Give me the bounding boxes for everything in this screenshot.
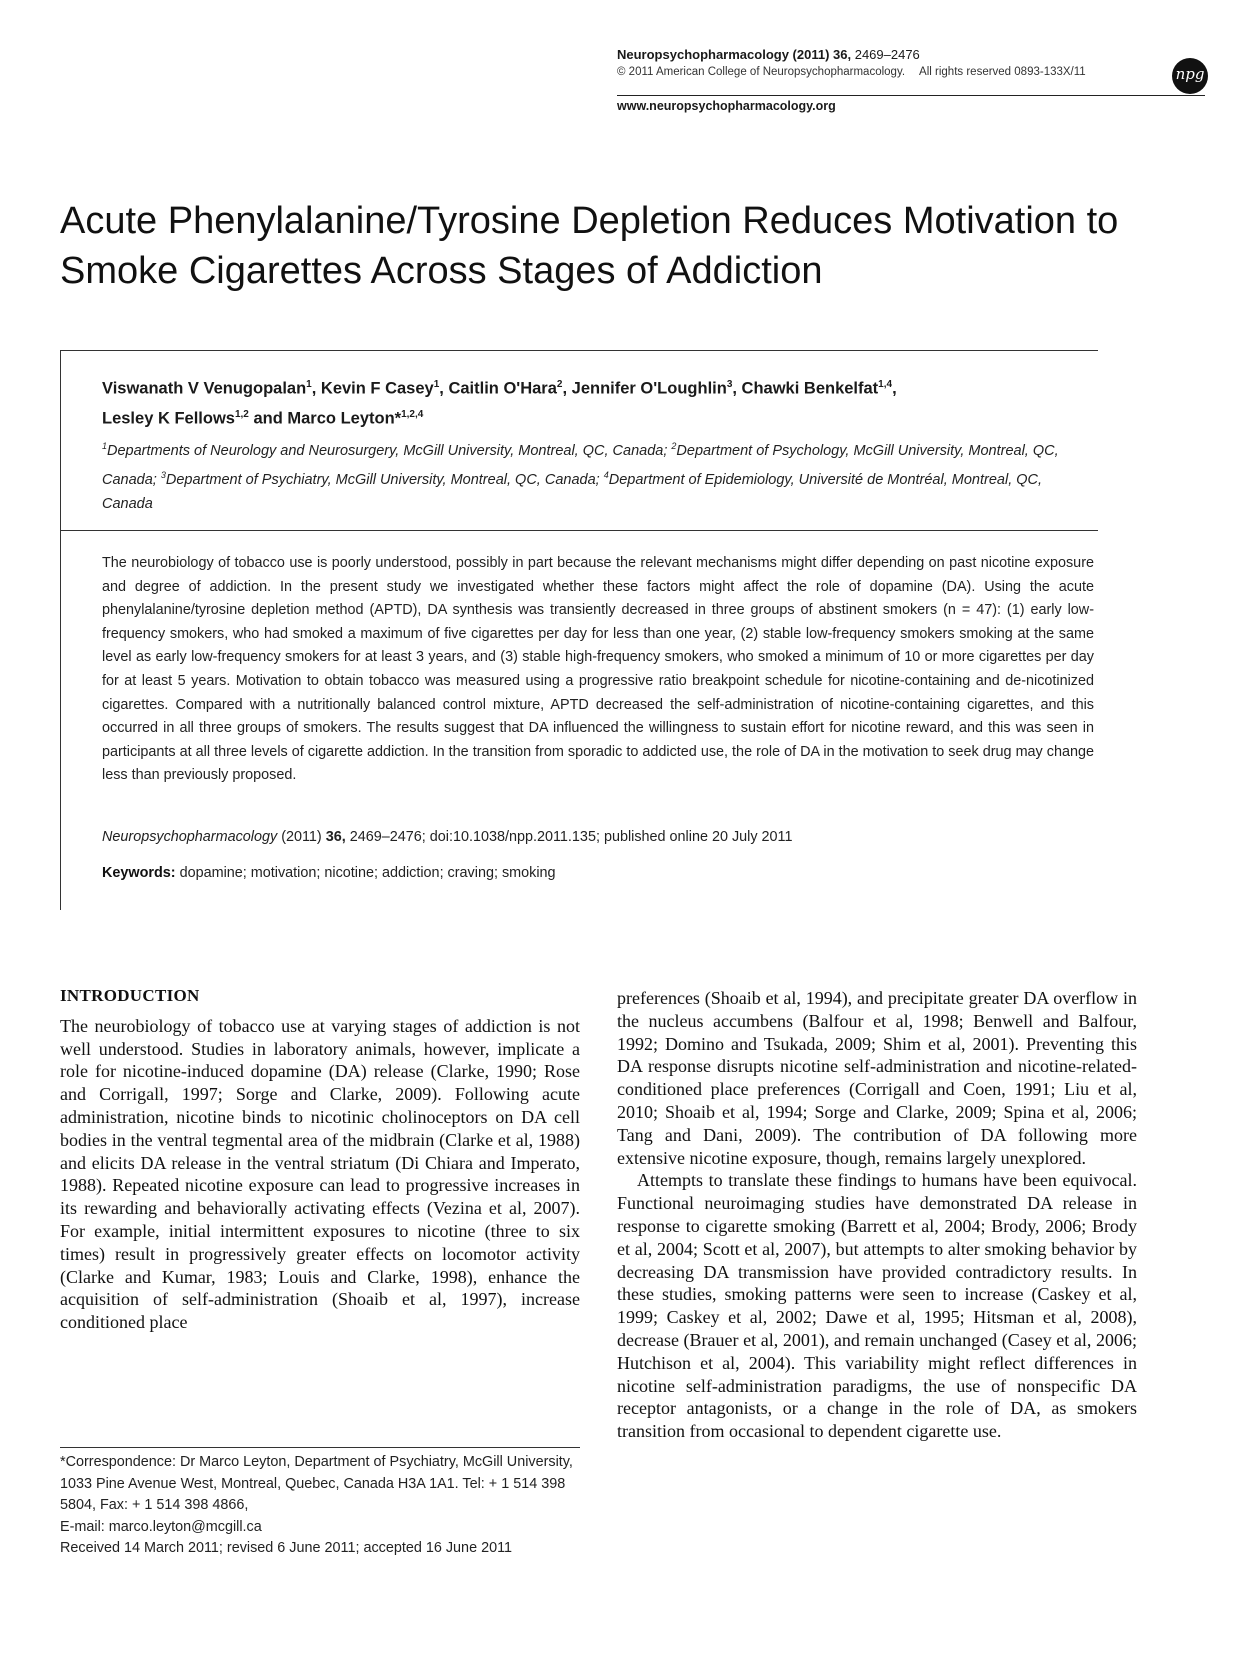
body-column-left — [60, 985, 580, 1334]
footnote — [60, 1452, 585, 1560]
journal-name-volume: Neuropsychopharmacology (2011) 36, — [617, 47, 852, 62]
header-divider — [617, 95, 1205, 96]
author-box-left-rule — [60, 350, 61, 910]
intro-paragraph: The neurobiology of tobacco use at varying stages of addiction is not well understood. Studies in laboratory animals, however, implicate a role for nicotine-induced dopamine (DA) release (Clarke, 1990; Rose and Corrigall, 1997; Sorge and Clarke, 2009). Following acute administration, nicotine binds to nicotinic cholinoceptors on DA cell bodies in the ventral tegmental area of the midbrain (Clarke et al, 1988) and elicits DA release in the ventral striatum (Di Chiara and Imperato, 1988). Repeated nicotine exposure can lead to progressive increases in its rewarding and behaviorally activating effects (Vezina et al, 2007). For example, initial intermittent exposures to nicotine (three to six times) result in progressively greater effects on locomotor activity (Clarke and Kumar, 1983; Louis and Clarke, 1998), enhance the acquisition of self-administration (Shoaib et al, 1997), increase conditioned place — [60, 1015, 580, 1333]
citation-year: (2011) — [281, 829, 322, 845]
intro-paragraph: Attempts to translate these findings to humans have been equivocal. Functional neuroimaging studies have demonstrated DA release in response to cigarette smoking (Barrett et al, 2004; Brody, 2006; Brody et al, 2004; Scott et al, 2007), but attempts to alter smoking behavior by decreasing DA transmission have provided contradictory results. In these studies, smoking patterns were seen to increase (Caskey et al, 1999; Caskey et al, 2002; Dawe et al, 1995; Hitsman et al, 2008), decrease (Brauer et al, 2001), and remain unchanged (Casey et al, 2006; Hutchison et al, 2004). This variability might reflect differences in nicotine self-administration paradigms, the use of nonspecific DA receptor antagonists, or a change in the role of DA, as smokers transition from occasional to dependent cigarette use. — [617, 1170, 1137, 1442]
keywords-text: dopamine; motivation; nicotine; addiction; craving; smoking — [179, 865, 556, 881]
author-name: Kevin F Casey — [320, 379, 434, 398]
citation-line — [102, 826, 1094, 848]
author-name: Lesley K Fellows — [102, 409, 235, 427]
affiliation: Department of Psychology, McGill University, Montreal, QC, Canada; — [102, 442, 1059, 488]
article-title: Acute Phenylalanine/Tyrosine Depletion Reduces Motivation to Smoke Cigarettes Across Stages of Addiction — [60, 200, 1119, 292]
body-column-right — [617, 987, 1137, 1443]
correspondence-email[interactable]: E-mail: marco.leyton@mcgill.ca — [60, 1518, 262, 1535]
rights-text: All rights reserved 0893-133X/11 — [919, 66, 1086, 78]
citation-journal: Neuropsychopharmacology — [102, 829, 278, 845]
citation-doi: 2469–2476; doi:10.1038/npp.2011.135; published online 20 July 2011 — [349, 829, 793, 845]
journal-pages: 2469–2476 — [854, 47, 920, 62]
received-dates: Received 14 March 2011; revised 6 June 2011; accepted 16 June 2011 — [60, 1540, 513, 1557]
journal-header — [617, 46, 1207, 81]
affiliation: Department of Epidemiology, Université de Montréal, Montreal, QC, Canada — [102, 471, 1043, 512]
intro-paragraph-continued: preferences (Shoaib et al, 1994), and precipitate greater DA overflow in the nucleus accumbens (Balfour et al, 1998; Benwell and Balfour, 1992; Domino and Tsukada, 2009; Shim et al, 2001). Preventing this DA response disrupts nicotine self-administration and nicotine-related-conditioned place preferences (Corrigall and Coen, 1991; Liu et al, 2010; Shoaib et al, 1994; Sorge and Clarke, 2009; Spina et al, 2006; Tang and Dani, 2009). The contribution of DA following more extensive nicotine exposure, though, remains largely unexplored. — [617, 988, 1137, 1168]
author-name: Marco Leyton* — [287, 409, 402, 427]
footnote-divider — [60, 1447, 580, 1448]
author-name: Chawki Benkelfat — [741, 379, 879, 398]
journal-url-link[interactable]: www.neuropsychopharmacology.org — [617, 99, 836, 113]
author-name: Jennifer O'Loughlin — [571, 379, 727, 398]
author-box-top-rule — [60, 350, 1098, 351]
author-box-divider — [60, 530, 1098, 531]
affiliation: Departments of Neurology and Neurosurgery, McGill University, Montreal, QC, Canada; — [107, 442, 668, 459]
keywords-label: Keywords: — [102, 865, 176, 881]
author-name: Caitlin O'Hara — [448, 379, 557, 398]
affiliation: Department of Psychiatry, McGill University, Montreal, QC, Canada; — [165, 471, 600, 488]
citation-volume: 36, — [325, 829, 346, 845]
affiliation-list: $^1$Departments of Neurology and Neurosurgery, McGill University, Montreal, QC, Canada; $^2$Department of Psychology, McGill University, Montreal, QC, Canada; $^3$Department of Psychiatry, McGill University, Montreal, QC, Canada; $^4$Department of Epidemiology, Université de Montréal, Montreal, QC, Canada — [102, 441, 1059, 512]
keywords — [102, 862, 1094, 884]
section-heading-introduction: INTRODUCTION — [60, 986, 200, 1005]
author-name: Viswanath V Venugopalan — [102, 379, 307, 398]
copyright-text: © 2011 American College of Neuropsychopharmacology. — [617, 66, 906, 78]
abstract: The neurobiology of tobacco use is poorly understood, possibly in part because the relevant mechanisms might differ depending on past nicotine exposure and degree of addiction. In the present study we investigated whether these factors might affect the role of dopamine (DA). Using the acute phenylalanine/tyrosine depletion method (APTD), DA synthesis was transiently decreased in three groups of abstinent smokers (n = 47): (1) early low-frequency smokers, who had smoked a maximum of five cigarettes per day for less than one year, (2) stable low-frequency smokers smoking at the same level as early low-frequency smokers for at least 3 years, and (3) stable high-frequency smokers, who smoked a minimum of 10 or more cigarettes per day for at least 5 years. Motivation to obtain tobacco was measured using a progressive ratio breakpoint schedule for nicotine-containing and de-nicotinized cigarettes. Compared with a nutritionally balanced control mixture, APTD decreased the self-administration of nicotine-containing cigarettes, and this occurred in all three groups of smokers. The results suggest that DA influenced the willingness to sustain effort for nicotine reward, and this was seen in participants at all three levels of cigarette addiction. In the transition from sporadic to addicted use, the role of DA in the motivation to seek drug may change less than previously proposed. — [102, 555, 1094, 784]
correspondence-text: *Correspondence: Dr Marco Leyton, Department of Psychiatry, McGill University, 1033 Pine Avenue West, Montreal, Quebec, Canada H3A 1A1. Tel: + 1 514 398 5804, Fax: + 1 514 398 4866, — [60, 1454, 573, 1514]
npg-logo: npg — [1172, 58, 1208, 94]
author-list: Viswanath V Venugopalan$^1$, Kevin F Casey$^1$, Caitlin O'Hara$^2$, Jennifer O'Loughlin$^3$, Chawki Benkelfat$^{1,4}$, Lesley K Fellows$^{1,2}$ and Marco Leyton*$^{1,2,4}$ — [102, 379, 897, 427]
